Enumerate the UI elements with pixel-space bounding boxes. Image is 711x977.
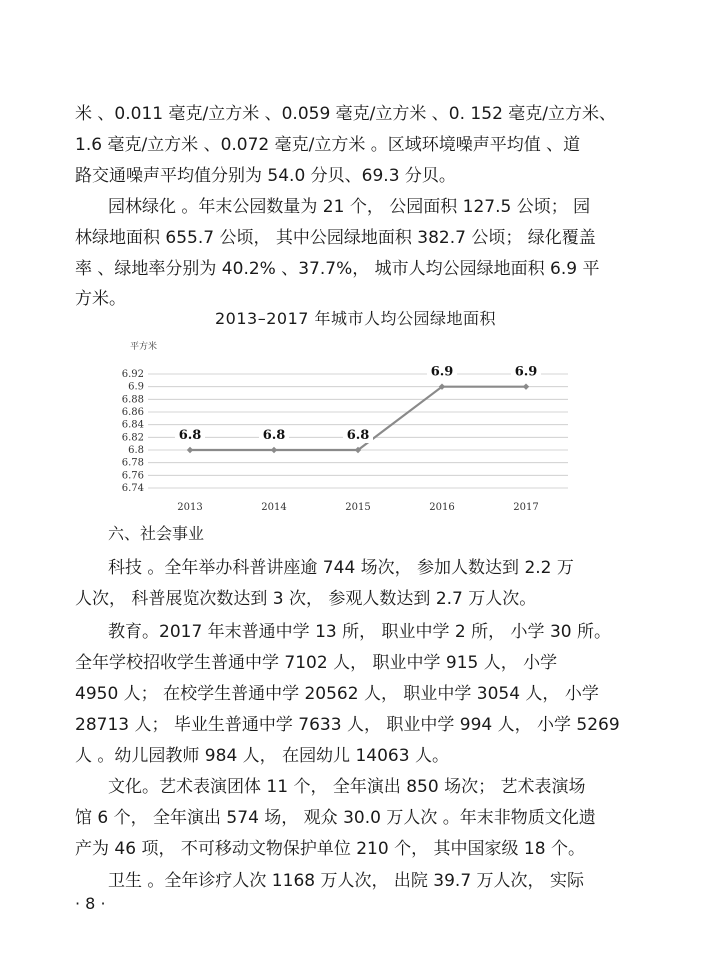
data-point-marker [187,447,193,453]
env-line-1: 米 、0.011 毫克/立方米 、0.059 毫克/立方米 、0. 152 毫克/立方米、 [75,104,617,124]
greening-line-3: 率 、绿地率分别为 40.2% 、37.7%， 城市人均公园绿地面积 6.9 平 [75,259,600,279]
education-line-4: 28713 人； 毕业生普通中学 7633 人， 职业中学 994 人， 小学 5269 [75,715,620,735]
culture-line-2: 馆 6 个， 全年演出 574 场， 观众 30.0 万人次 。年末非物质文化遗 [75,808,596,828]
chart-title: 2013–2017 年城市人均公园绿地面积 [214,309,497,328]
section-heading: 六、社会事业 [108,524,205,543]
data-label: 6.9 [514,364,538,380]
education-line-2: 全年学校招收学生普通中学 7102 人， 职业中学 915 人， 小学 [75,653,558,673]
data-point-marker [271,447,277,453]
x-tick-label: 2016 [429,502,455,513]
y-tick-label: 6.9 [128,381,144,393]
data-label: 6.8 [346,428,370,443]
education-line-1: 教育。2017 年末普通中学 13 所， 职业中学 2 所， 小学 30 所。 [108,622,611,642]
y-tick-label: 6.82 [121,432,144,444]
science-line-2: 人次， 科普展览次数达到 3 次， 参观人数达到 2.7 万人次。 [75,589,537,609]
env-line-3: 路交通噪声平均值分别为 54.0 分贝、69.3 分贝。 [75,166,456,186]
greening-line-2: 林绿地面积 655.7 公顷， 其中公园绿地面积 382.7 公顷； 绿化覆盖 [75,228,596,248]
health-line-1: 卫生 。全年诊疗人次 1168 万人次， 出院 39.7 万人次， 实际 [108,871,584,891]
data-label: 6.8 [178,428,202,443]
data-label: 6.9 [430,364,454,380]
x-tick-label: 2014 [261,502,287,513]
data-point-marker [523,383,529,389]
education-line-3: 4950 人； 在校学生普通中学 20562 人， 职业中学 3054 人， 小学 [75,684,599,704]
x-tick-label: 2013 [177,502,203,513]
y-tick-label: 6.86 [121,407,144,418]
y-tick-label: 6.88 [121,394,144,406]
greening-line-1: 园林绿化 。年末公园数量为 21 个， 公园面积 127.5 公顷； 园 [108,197,591,217]
y-tick-label: 6.74 [121,483,144,494]
x-tick-label: 2017 [513,502,539,513]
culture-line-1: 文化。艺术表演团体 11 个， 全年演出 850 场次； 艺术表演场 [108,777,586,797]
y-tick-label: 6.84 [121,419,144,431]
page-number: · 8 · [75,894,106,913]
y-tick-label: 6.76 [121,470,144,482]
y-tick-label: 6.8 [128,445,144,456]
x-tick-label: 2015 [345,502,371,513]
y-tick-label: 6.92 [121,369,144,380]
line-chart [100,332,590,522]
science-line-1: 科技 。全年举办科普讲座逾 744 场次， 参加人数达到 2.2 万 [108,558,574,578]
y-tick-label: 6.78 [121,457,144,469]
culture-line-3: 产为 46 项， 不可移动文物保护单位 210 个， 其中国家级 18 个。 [75,839,585,859]
data-label: 6.8 [262,428,286,443]
greening-line-4: 方米。 [75,289,126,309]
education-line-5: 人 。幼儿园教师 984 人， 在园幼儿 14063 人。 [75,746,449,766]
y-axis-unit-label: 平方米 [130,342,158,352]
env-line-2: 1.6 毫克/立方米 、0.072 毫克/立方米 。区域环境噪声平均值 、道 [75,135,581,155]
